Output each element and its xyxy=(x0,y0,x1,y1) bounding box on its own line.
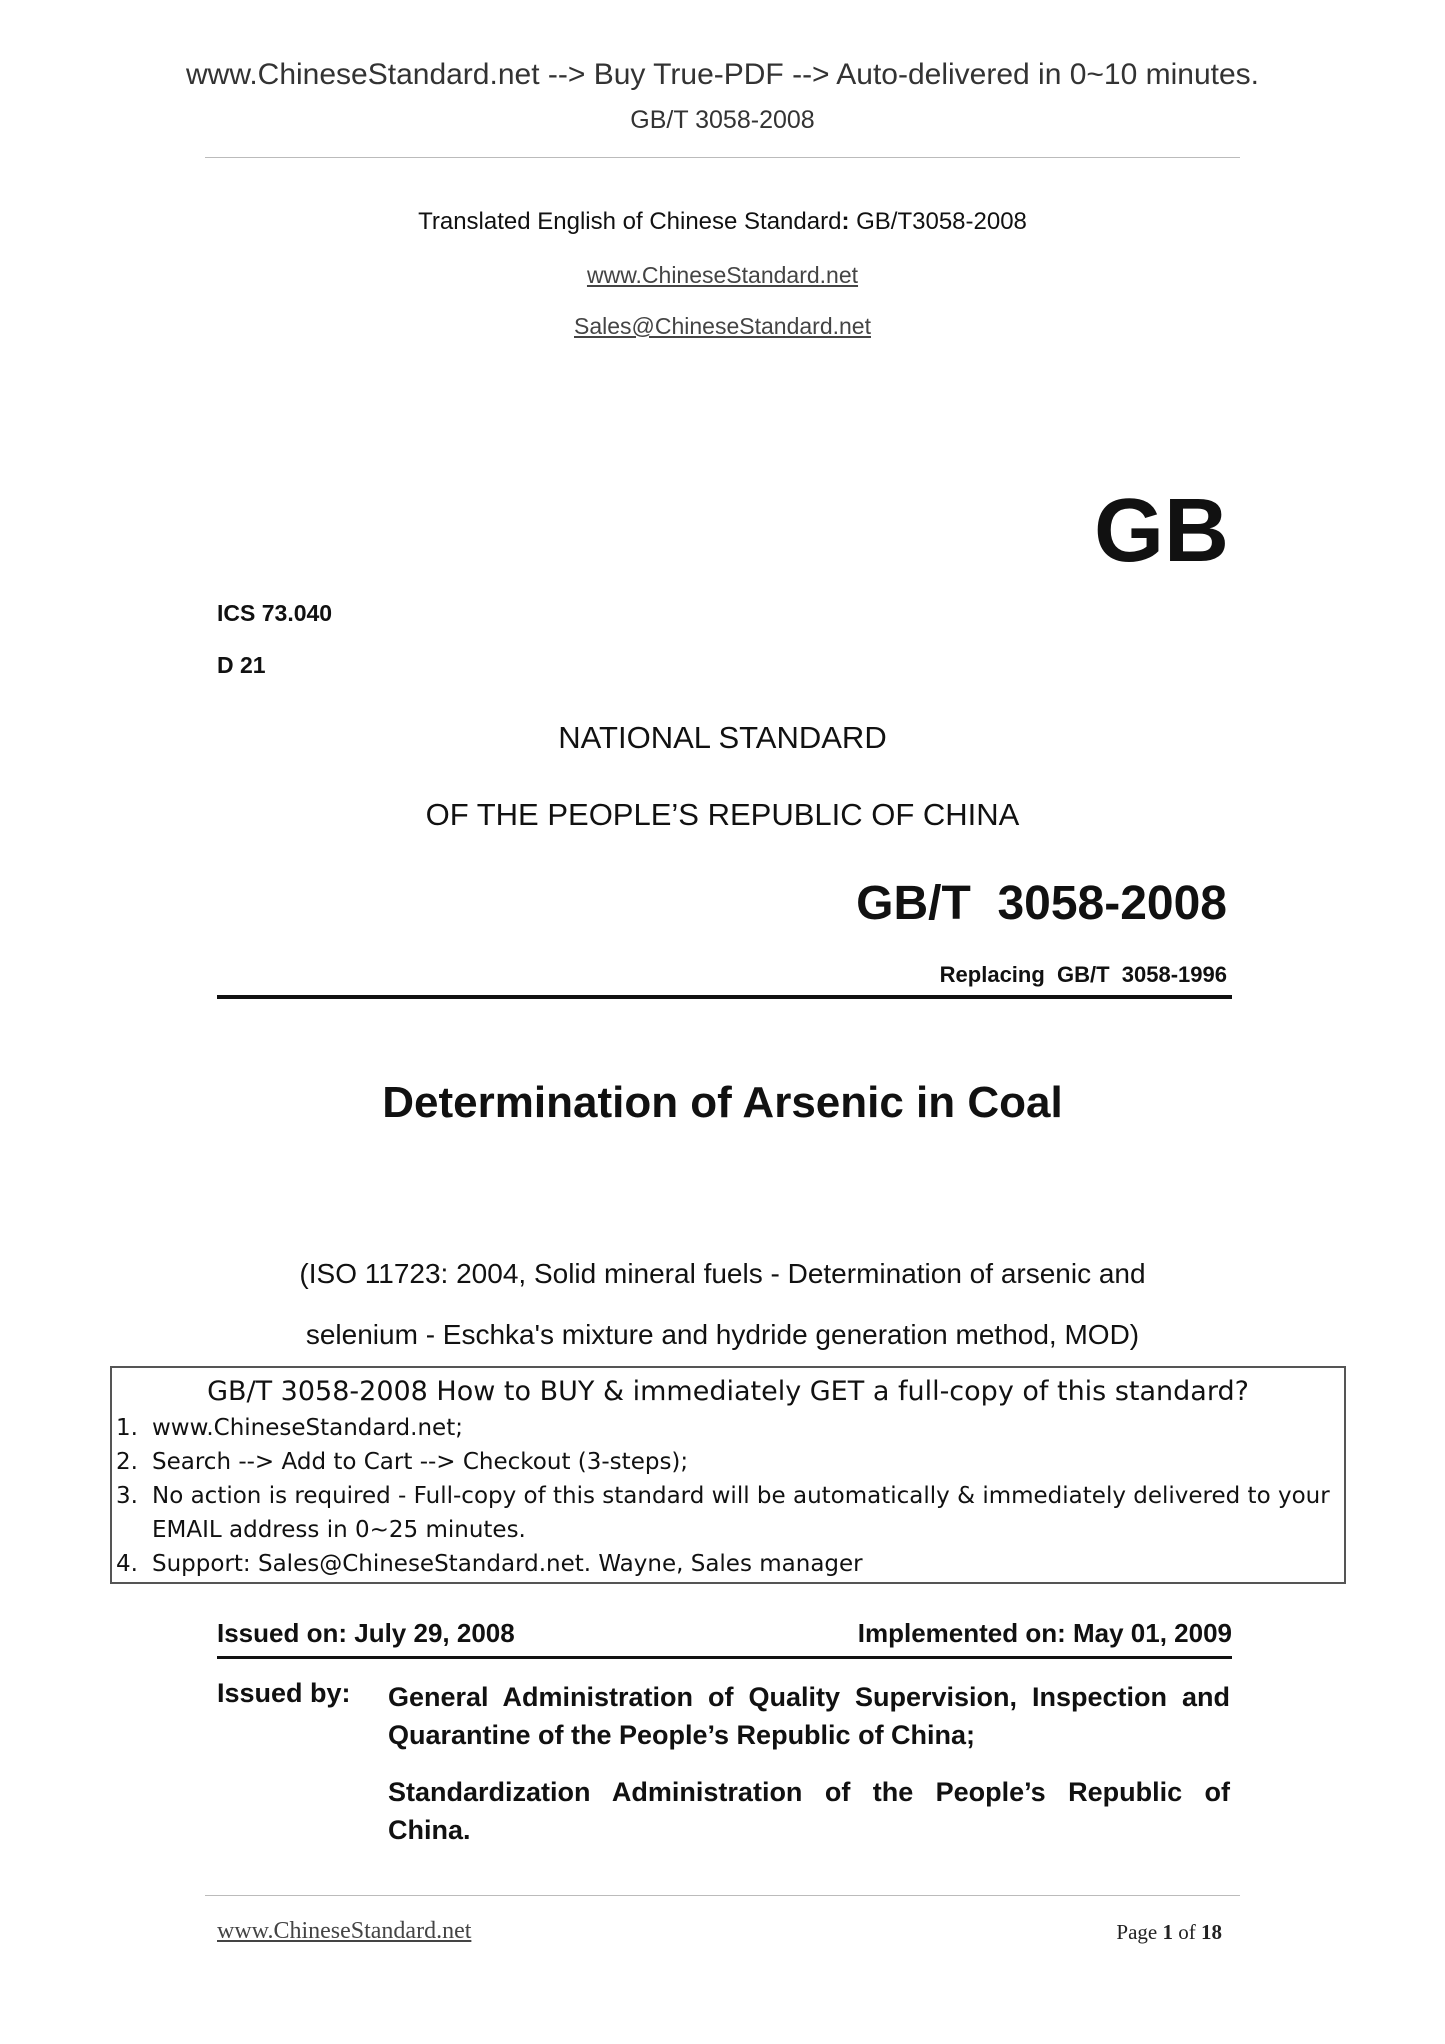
title-divider xyxy=(217,995,1232,999)
document-title: Determination of Arsenic in Coal xyxy=(382,1078,1063,1127)
prc-heading: OF THE PEOPLE’S REPUBLIC OF CHINA xyxy=(425,797,1020,832)
footer-divider xyxy=(205,1895,1240,1896)
issue-divider xyxy=(217,1656,1232,1659)
gb-logo: GB xyxy=(1094,481,1229,581)
page-current: 1 xyxy=(1162,1920,1173,1944)
issued-on-date: Issued on: July 29, 2008 xyxy=(217,1618,515,1648)
website-link[interactable]: www.ChineseStandard.net xyxy=(586,262,859,288)
iso-reference-line-1: (ISO 11723: 2004, Solid mineral fuels - Determination of arsenic and xyxy=(299,1258,1146,1289)
translated-line xyxy=(0,208,1445,236)
implemented-on-date: Implemented on: May 01, 2009 xyxy=(857,1618,1232,1648)
issuing-authority-2: Standardization Administration of the People’s Republic of China. xyxy=(388,1777,1230,1845)
translated-code: GB/T3058-2008 xyxy=(856,208,1027,235)
translated-prefix: Translated English of Chinese Standard xyxy=(418,208,842,235)
national-standard-heading: NATIONAL STANDARD xyxy=(558,720,887,755)
buy-step-number: 2. xyxy=(116,1449,138,1475)
buy-step-text: No action is required - Full-copy of this standard will be automatically & immediately delivered to your EMAIL address in 0~25 minutes. xyxy=(152,1483,1330,1543)
page-indicator xyxy=(1116,1920,1222,1945)
iso-reference-line-2: selenium - Eschka's mixture and hydride generation method, MOD) xyxy=(305,1319,1140,1350)
page-of: of xyxy=(1173,1920,1201,1944)
buy-step-text[interactable]: www.ChineseStandard.net; xyxy=(152,1415,463,1441)
issuing-authority-1: General Administration of Quality Supervision, Inspection and Quarantine of the People’s Republic of China; xyxy=(388,1682,1230,1750)
buy-step xyxy=(112,1411,1344,1445)
header-banner: www.ChineseStandard.net --> Buy True-PDF --> Auto-delivered in 0~10 minutes. xyxy=(185,58,1260,91)
buy-steps-list xyxy=(112,1411,1344,1581)
email-link[interactable]: Sales@ChineseStandard.net xyxy=(574,313,871,339)
classification-code: D 21 xyxy=(217,652,266,678)
iso-reference xyxy=(0,1243,1445,1365)
buy-step-text: Search --> Add to Cart --> Checkout (3-steps); xyxy=(152,1449,689,1475)
footer-website-link[interactable]: www.ChineseStandard.net xyxy=(217,1918,472,1944)
header-standard-code: GB/T 3058-2008 xyxy=(630,106,815,134)
header-divider xyxy=(205,157,1240,158)
buy-step xyxy=(112,1445,1344,1479)
translated-separator: : xyxy=(841,208,857,235)
buy-step-number: 1. xyxy=(116,1415,138,1441)
buy-step xyxy=(112,1479,1344,1547)
issued-by-label: Issued by: xyxy=(217,1678,351,1708)
page-prefix: Page xyxy=(1116,1920,1163,1944)
website-link-row xyxy=(0,262,1445,289)
replacing-note: Replacing GB/T 3058-1996 xyxy=(939,962,1227,987)
buy-step xyxy=(112,1547,1344,1581)
buy-step-number: 4. xyxy=(116,1551,138,1577)
buy-step-number: 3. xyxy=(116,1483,138,1509)
buy-step-text: Support: Sales@ChineseStandard.net. Wayne, Sales manager xyxy=(152,1551,863,1577)
page-total: 18 xyxy=(1201,1920,1222,1944)
buy-box-title: GB/T 3058-2008 How to BUY & immediately GET a full-copy of this standard? xyxy=(207,1376,1249,1407)
issue-dates-row xyxy=(217,1618,1232,1649)
standard-number: GB/T 3058-2008 xyxy=(856,877,1227,930)
ics-code: ICS 73.040 xyxy=(217,600,333,626)
buy-instructions-box xyxy=(110,1366,1346,1584)
email-link-row xyxy=(0,313,1445,340)
